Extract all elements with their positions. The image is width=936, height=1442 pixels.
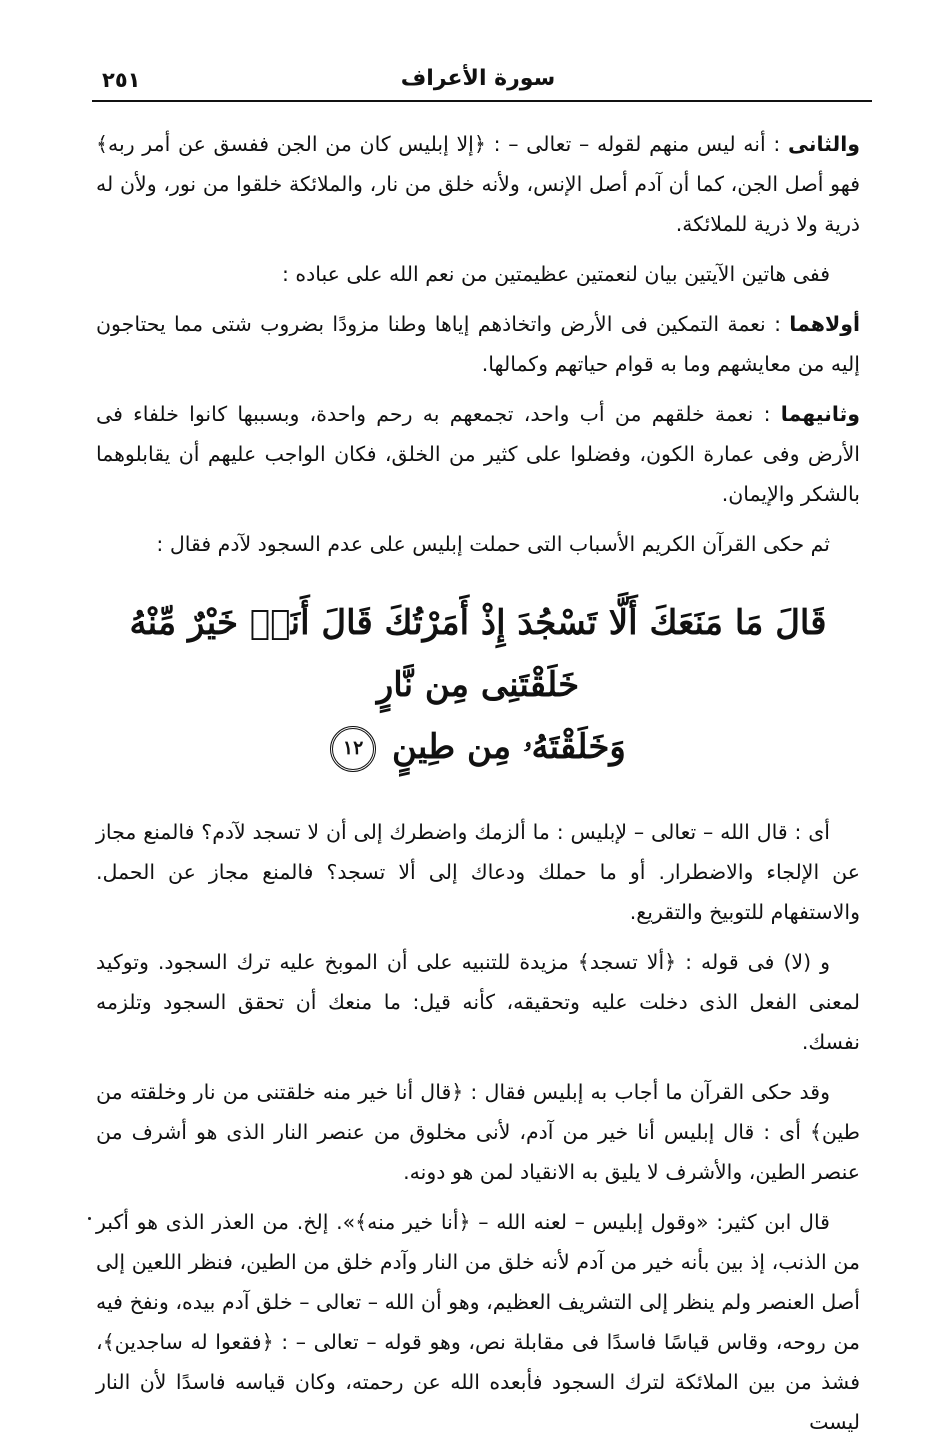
verse-line-1: قَالَ مَا مَنَعَكَ أَلَّا تَسْجُدَ إِذْ أَمَرْتُكَ قَالَ أَنَا۠ خَيْرٌ مِّنْهُ خَلَقْتَنِى مِن نَّارٍ bbox=[129, 603, 827, 705]
paragraph-lead: وثانيهما bbox=[780, 402, 860, 426]
paragraph-text: ففى هاتين الآيتين بيان لنعمتين عظيمتين من نعم الله على عباده : bbox=[281, 262, 830, 286]
paragraph-text: أى : قال الله – تعالى – لإبليس : ما ألزمك واضطرك إلى أن لا تسجد لآدم؟ فالمنع مجاز عن الإلجاء والاضطرار. أو ما حملك ودعاك إلى ألا تسجد؟ فالمنع مجاز عن الحمل. والاستفهام للتوبيخ والتقريع. bbox=[96, 820, 860, 924]
scan-speck bbox=[88, 1217, 91, 1220]
paragraph-text: ثم حكى القرآن الكريم الأسباب التى حملت إبليس على عدم السجود لآدم فقال : bbox=[156, 532, 830, 556]
book-page bbox=[96, 58, 860, 1434]
verse-line-2 bbox=[106, 716, 850, 778]
paragraph-text: وقد حكى القرآن ما أجاب به إبليس فقال : ﴿قال أنا خير منه خلقتنى من نار وخلقته من طين﴾ أى : قال إبليس أنا خير من آدم، لأنى مخلوق من عنصر النار الذى هو أشرف من عنصر الطين، والأشرف لا يليق به الانقياد لمن هو دونه. bbox=[96, 1080, 860, 1184]
ayah-number-badge: ١٢ bbox=[330, 726, 376, 772]
paragraph-lead: أولاهما bbox=[789, 312, 860, 336]
paragraph-text: قال ابن كثير: «وقول إبليس – لعنه الله – ﴿أنا خير منه﴾». إلخ. من العذر الذى هو أكبر من الذنب، إذ بين بأنه خير من آدم لأنه خلق من النار وآدم خلق من الطين، فنظر اللعين إلى أصل العنصر ولم ينظر إلى التشريف العظيم، وهو أن الله – تعالى – خلق آدم بيده، ونفخ فيه من روحه، وقاس قياسًا فاسدًا فى مقابلة نص، وهو قوله – تعالى – : ﴿فقعوا له ساجدين﴾، فشذ من بين الملائكة لترك السجود فأبعده الله عن رحمته، وكان قياسه فاسدًا لأن النار ليست bbox=[96, 1210, 860, 1434]
commentary-paragraph bbox=[96, 1072, 860, 1192]
quran-verse bbox=[106, 592, 850, 778]
paragraph-second-reason bbox=[96, 124, 860, 244]
page-number: ٢٥١ bbox=[102, 68, 141, 92]
header-rule bbox=[92, 100, 872, 102]
paragraph-text: : نعمة خلقهم من أب واحد، تجمعهم به رحم واحدة، وبسببها كانوا خلفاء فى الأرض وفى عمارة الكون، وفضلوا على كثير من الخلق، فكان الواجب عليهم أن يقابلوهما بالشكر والإيمان. bbox=[96, 402, 860, 506]
page-header bbox=[96, 58, 860, 102]
paragraph-text: و (لا) فى قوله : ﴿ألا تسجد﴾ مزيدة للتنبيه على أن الموبخ عليه ترك السجود. وتوكيد لمعنى الفعل الذى دخلت عليه وتحقيقه، كأنه قيل: ما منعك أن تحقق السجود وتلزمه نفسك. bbox=[96, 950, 860, 1054]
paragraph-text: : نعمة التمكين فى الأرض واتخاذهم إياها وطنا مزودًا بضروب شتى مما يحتاجون إليه من معايشهم وما به قوام حياتهم وكمالها. bbox=[96, 312, 860, 376]
paragraph-first-blessing bbox=[96, 304, 860, 384]
commentary-paragraph bbox=[96, 1202, 860, 1442]
surah-title: سورة الأعراف bbox=[400, 66, 556, 91]
paragraph-lead: والثانى bbox=[788, 132, 860, 156]
verse-line-2-text: وَخَلَقْتَهُۥ مِن طِينٍ bbox=[391, 727, 626, 767]
commentary-paragraph bbox=[96, 942, 860, 1062]
paragraph-second-blessing bbox=[96, 394, 860, 514]
commentary-paragraph bbox=[96, 812, 860, 932]
paragraph-verse-intro bbox=[96, 524, 860, 564]
paragraph-two-blessings bbox=[96, 254, 860, 294]
paragraph-text: : أنه ليس منهم لقوله – تعالى – : ﴿إلا إبليس كان من الجن ففسق عن أمر ربه﴾ فهو أصل الجن، كما أن آدم أصل الإنس، ولأنه خلق من نار، والملائكة خلقوا من نور، ولأن له ذرية ولا ذرية للملائكة. bbox=[96, 132, 860, 236]
page-body bbox=[96, 124, 860, 1442]
